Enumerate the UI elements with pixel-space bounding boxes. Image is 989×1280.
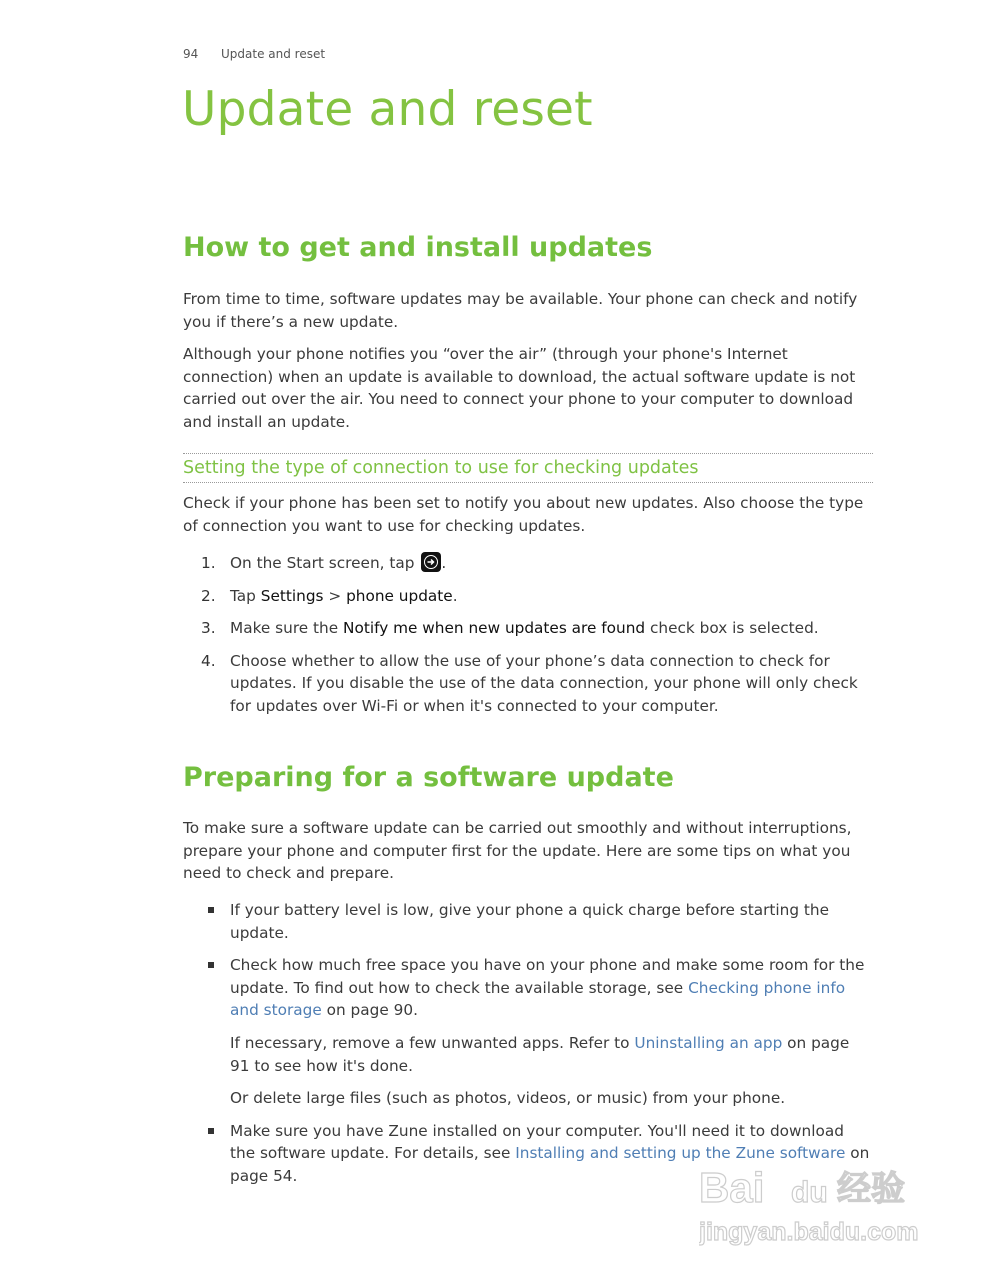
bullet (208, 962, 214, 968)
step-text-end: . (452, 586, 458, 605)
link-checking-phone-info[interactable]: Checking phone info and storage (230, 978, 846, 1020)
bullet-text: Check how much free space you have on your phone and make some room for the update. To find out how to check the available storage, see (230, 956, 865, 997)
bullet (208, 907, 214, 913)
paragraph: Check if your phone has been set to notify you about new updates. Also choose the type of connection you want to use for checking updates. (183, 494, 864, 535)
running-header (183, 47, 325, 61)
step-text-end: check box is selected. (645, 619, 819, 638)
arrow-circle-icon (421, 552, 441, 572)
paragraph: To make sure a software update can be carried out smoothly and without interruptions, prepare your phone and computer first for the update. Here are some tips on what you need to check and prepare. (183, 819, 852, 883)
bullet-text: If your battery level is low, give your phone a quick charge before starting the update. (230, 901, 829, 942)
notify-checkbox-term: Notify me when new updates are found (343, 619, 646, 638)
list-item (183, 552, 873, 575)
bullet-text-end: on page 54. (230, 1144, 870, 1185)
running-title: Update and reset (221, 47, 326, 61)
list-item (183, 954, 873, 1022)
step-number: 1. (201, 554, 216, 572)
separator: > (323, 586, 347, 605)
watermark-brand2: du (791, 1176, 828, 1209)
step-number: 4. (201, 651, 216, 670)
step-text: On the Start screen, tap (230, 554, 415, 572)
page-number: 94 (183, 47, 199, 61)
watermark-cn: 经验 (837, 1169, 905, 1209)
list-item (183, 585, 873, 608)
bullet-text: Or delete large files (such as photos, videos, or music) from your phone. (230, 1089, 786, 1108)
baidu-watermark (699, 1160, 929, 1250)
chapter-title: Update and reset (182, 82, 593, 137)
step-text: Choose whether to allow the use of your phone’s data connection to check for updates. If you disable the use of the data connection, your phone will only check for updates over Wi-Fi or when it's connected to your computer. (230, 651, 858, 715)
tips-list (183, 899, 873, 1188)
paragraph: Although your phone notifies you “over the air” (through your phone's Internet connection) when an update is available to download, the actual software update is not carried out over the air. You need to connect your phone to your computer to download and install an update. (183, 345, 856, 431)
list-item-continuation (183, 1032, 873, 1077)
step-text: Tap (230, 586, 261, 605)
bullet-text-end: on page 90. (321, 1001, 418, 1020)
section-heading-updates: How to get and install updates (183, 232, 653, 263)
paragraph: From time to time, software updates may be available. Your phone can check and notify you if there’s a new update. (183, 290, 858, 331)
subsection-heading: Setting the type of connection to use for checking updates (183, 453, 873, 483)
step-number: 3. (201, 619, 216, 638)
list-item (183, 617, 873, 640)
watermark-url: jingyan.baidu.com (699, 1218, 919, 1246)
bullet-text-end: on page 91 to see how it's done. (230, 1033, 850, 1075)
watermark-brand: Bai (699, 1164, 765, 1211)
link-installing-zune[interactable]: Installing and setting up the Zune software (515, 1144, 846, 1163)
settings-term: Settings (260, 586, 324, 605)
phone-update-term: phone update (346, 586, 453, 605)
steps-list (183, 552, 873, 718)
bullet-text: Make sure you have Zune installed on your computer. You'll need it to download the software update. For details, see (230, 1121, 844, 1163)
step-text: Make sure the (230, 619, 344, 638)
list-item-continuation (183, 1087, 873, 1110)
list-item (183, 650, 873, 718)
section-heading-preparing: Preparing for a software update (183, 762, 674, 793)
bullet (208, 1128, 214, 1134)
bullet-text: If necessary, remove a few unwanted apps. Refer to (230, 1033, 635, 1052)
step-number: 2. (201, 586, 216, 605)
step-text-end: . (441, 554, 447, 572)
list-item (183, 899, 873, 944)
link-uninstalling-app[interactable]: Uninstalling an app (634, 1033, 783, 1052)
